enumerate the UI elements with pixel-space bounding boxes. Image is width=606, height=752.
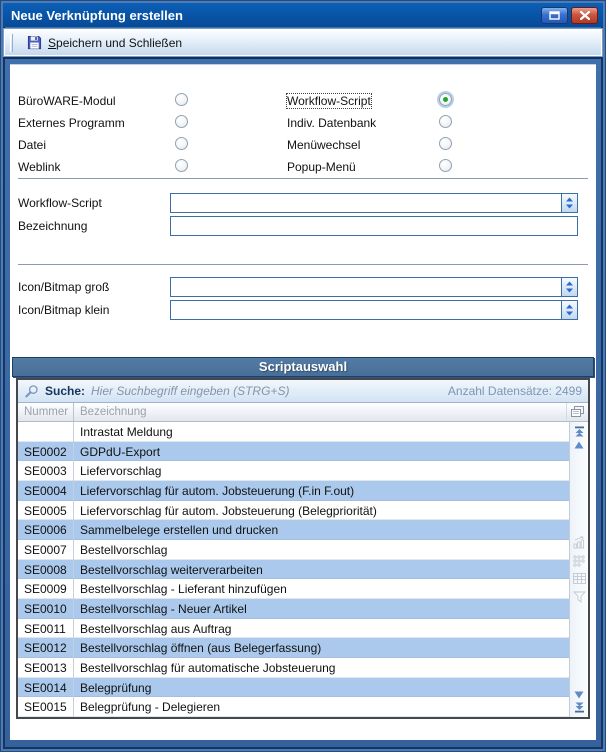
cell-nummer: SE0011 bbox=[18, 619, 74, 639]
scroll-to-top-icon bbox=[574, 426, 585, 437]
table-row[interactable] bbox=[18, 579, 569, 599]
dialog-content bbox=[10, 64, 596, 740]
field-label-workflow-script: Workflow-Script bbox=[18, 196, 102, 210]
bezeichnung-input[interactable] bbox=[170, 216, 578, 236]
separator bbox=[18, 264, 588, 265]
icon-bitmap-klein-spinner[interactable] bbox=[561, 301, 577, 319]
copy-windows-icon bbox=[571, 406, 584, 418]
radio-indiv-datenbank[interactable] bbox=[439, 115, 452, 128]
spinner-arrows-icon bbox=[565, 197, 574, 209]
scroll-to-bottom-button[interactable] bbox=[572, 701, 587, 714]
table-row[interactable] bbox=[18, 599, 569, 619]
cell-bezeichnung: Bestellvorschlag - Lieferant hinzufügen bbox=[80, 582, 287, 597]
radio-label-weblink: Weblink bbox=[18, 160, 61, 174]
search-placeholder: Hier Suchbegriff eingeben (STRG+S) bbox=[91, 384, 290, 398]
cell-nummer: SE0015 bbox=[18, 697, 74, 717]
radio-menuewechsel[interactable] bbox=[439, 137, 452, 150]
cell-bezeichnung: Bestellvorschlag aus Auftrag bbox=[80, 621, 232, 636]
radio-externes-programm[interactable] bbox=[175, 115, 188, 128]
dots-grid-icon[interactable] bbox=[572, 554, 586, 568]
table-row[interactable] bbox=[18, 481, 569, 501]
icon-bitmap-gross-spinner[interactable] bbox=[561, 278, 577, 296]
close-button[interactable] bbox=[571, 7, 598, 24]
cell-nummer: SE0012 bbox=[18, 638, 74, 658]
cell-bezeichnung: Bestellvorschlag für automatische Jobsteuerung bbox=[80, 660, 336, 675]
cell-nummer: SE0013 bbox=[18, 658, 74, 678]
radio-label-workflow-script: Workflow-Script bbox=[287, 94, 371, 108]
workflow-script-dropdown[interactable] bbox=[170, 193, 578, 213]
table-row[interactable] bbox=[18, 461, 569, 481]
filter-funnel-icon[interactable] bbox=[572, 590, 586, 604]
column-header-nummer[interactable]: Nummer bbox=[18, 403, 74, 421]
radio-bueroware-modul[interactable] bbox=[175, 93, 188, 106]
field-label-bezeichnung: Bezeichnung bbox=[18, 219, 88, 233]
field-label-icon-bitmap-gross: Icon/Bitmap groß bbox=[18, 280, 110, 294]
cell-bezeichnung: Belegprüfung bbox=[80, 680, 152, 695]
script-table bbox=[16, 378, 590, 719]
cell-bezeichnung: Intrastat Meldung bbox=[80, 424, 173, 439]
icon-bitmap-klein-dropdown[interactable] bbox=[170, 300, 578, 320]
table-grid-icon[interactable] bbox=[572, 572, 586, 586]
floppy-disk-icon bbox=[27, 35, 42, 50]
table-row[interactable] bbox=[18, 619, 569, 639]
scroll-down-button[interactable] bbox=[572, 688, 587, 701]
scroll-to-bottom-icon bbox=[574, 702, 585, 713]
save-and-close-label: Speichern und Schließen bbox=[48, 35, 183, 50]
cell-bezeichnung: Liefervorschlag bbox=[80, 464, 162, 479]
spinner-arrows-icon bbox=[565, 304, 574, 316]
close-icon bbox=[580, 11, 590, 20]
workflow-script-spinner[interactable] bbox=[561, 194, 577, 212]
scroll-up-icon bbox=[574, 441, 584, 449]
search-label: Suche: bbox=[45, 384, 86, 398]
table-row[interactable] bbox=[18, 638, 569, 658]
radio-label-datei: Datei bbox=[18, 138, 47, 152]
restore-button[interactable] bbox=[541, 7, 568, 24]
table-row[interactable] bbox=[18, 442, 569, 462]
table-row[interactable] bbox=[18, 520, 569, 540]
cell-nummer: SE0008 bbox=[18, 560, 74, 580]
cell-bezeichnung: Bestellvorschlag bbox=[80, 542, 168, 557]
radio-workflow-script[interactable] bbox=[439, 93, 452, 106]
cell-nummer: SE0014 bbox=[18, 678, 74, 698]
cell-nummer: SE0002 bbox=[18, 442, 74, 462]
radio-label-popup-menue: Popup-Menü bbox=[287, 160, 356, 174]
radio-label-indiv-datenbank: Indiv. Datenbank bbox=[287, 116, 377, 130]
cell-nummer: SE0003 bbox=[18, 461, 74, 481]
scroll-to-top-button[interactable] bbox=[572, 425, 587, 438]
table-header bbox=[18, 403, 588, 422]
search-bar[interactable] bbox=[18, 380, 588, 403]
radio-label-externes-programm: Externes Programm bbox=[18, 116, 125, 130]
save-and-close-button[interactable] bbox=[21, 33, 188, 52]
cell-bezeichnung: Bestellvorschlag öffnen (aus Belegerfassung) bbox=[80, 641, 322, 656]
chart-stats-icon[interactable] bbox=[572, 536, 586, 550]
table-row[interactable] bbox=[18, 422, 569, 442]
separator bbox=[18, 178, 588, 179]
cell-bezeichnung: Belegprüfung - Delegieren bbox=[80, 700, 221, 715]
cell-nummer: SE0006 bbox=[18, 520, 74, 540]
window-restore-icon bbox=[549, 11, 560, 20]
column-header-bezeichnung[interactable]: Bezeichnung bbox=[80, 406, 147, 418]
cell-bezeichnung: Liefervorschlag für autom. Jobsteuerung (Belegpriorität) bbox=[80, 503, 377, 518]
frame-divider bbox=[3, 57, 603, 59]
record-count: Anzahl Datensätze: 2499 bbox=[447, 384, 582, 398]
magnifier-icon bbox=[24, 384, 39, 399]
table-row[interactable] bbox=[18, 658, 569, 678]
titlebar[interactable] bbox=[3, 3, 603, 27]
radio-datei[interactable] bbox=[175, 137, 188, 150]
table-row[interactable] bbox=[18, 697, 569, 717]
table-row[interactable] bbox=[18, 560, 569, 580]
cell-bezeichnung: GDPdU-Export bbox=[80, 444, 161, 459]
spinner-arrows-icon bbox=[565, 281, 574, 293]
window-title: Neue Verknüpfung erstellen bbox=[11, 7, 183, 23]
radio-weblink[interactable] bbox=[175, 159, 188, 172]
scroll-down-icon bbox=[574, 691, 584, 699]
cell-bezeichnung: Bestellvorschlag - Neuer Artikel bbox=[80, 601, 247, 616]
toolbar-gripper[interactable] bbox=[10, 34, 13, 52]
table-row[interactable] bbox=[18, 501, 569, 521]
radio-label-menuewechsel: Menüwechsel bbox=[287, 138, 361, 152]
radio-popup-menue[interactable] bbox=[439, 159, 452, 172]
scroll-up-button[interactable] bbox=[572, 438, 587, 451]
cell-nummer: SE0010 bbox=[18, 599, 74, 619]
cell-bezeichnung: Sammelbelege erstellen und drucken bbox=[80, 523, 279, 538]
scroll-strip bbox=[569, 422, 588, 717]
cell-nummer: SE0004 bbox=[18, 481, 74, 501]
cell-nummer: SE0009 bbox=[18, 579, 74, 599]
icon-bitmap-gross-dropdown[interactable] bbox=[170, 277, 578, 297]
cell-nummer bbox=[18, 422, 74, 442]
field-label-icon-bitmap-klein: Icon/Bitmap klein bbox=[18, 303, 110, 317]
table-row[interactable] bbox=[18, 540, 569, 560]
table-rows bbox=[18, 422, 569, 717]
table-row[interactable] bbox=[18, 678, 569, 698]
cell-bezeichnung: Bestellvorschlag weiterverarbeiten bbox=[80, 562, 263, 577]
toolbar bbox=[4, 29, 602, 56]
cell-bezeichnung: Liefervorschlag für autom. Jobsteuerung (F.in F.out) bbox=[80, 483, 355, 498]
section-header-scriptauswahl: Scriptauswahl bbox=[12, 357, 594, 377]
table-options-button[interactable] bbox=[566, 403, 588, 421]
cell-nummer: SE0005 bbox=[18, 501, 74, 521]
radio-label-bueroware-modul: BüroWARE-Modul bbox=[18, 94, 116, 108]
cell-nummer: SE0007 bbox=[18, 540, 74, 560]
